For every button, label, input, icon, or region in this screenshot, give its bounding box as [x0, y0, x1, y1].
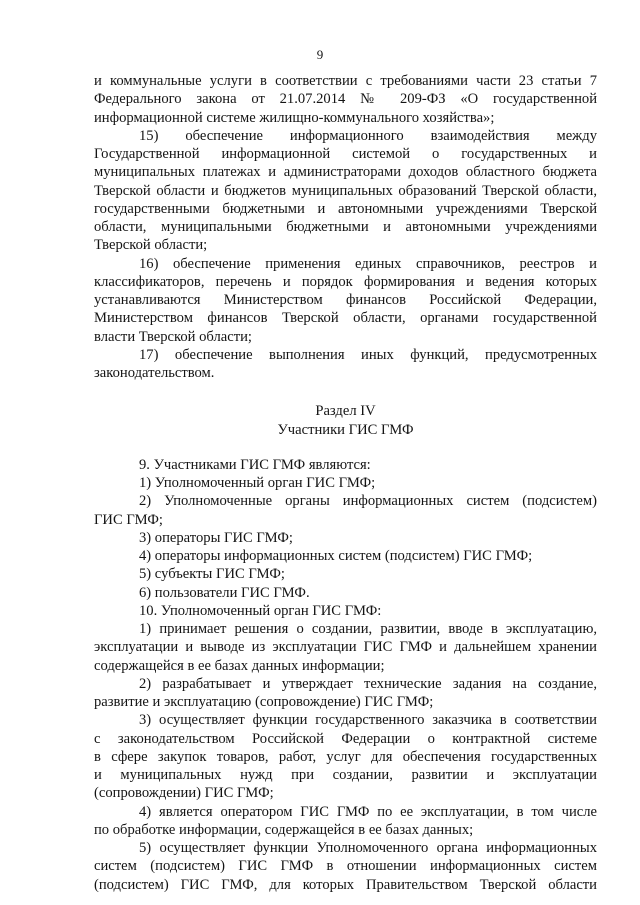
- paragraph-line: информационной системе жилищно-коммунального хозяйства»;: [94, 109, 495, 126]
- paragraph-line: 4) операторы информационных систем (подсистем) ГИС ГМФ;: [139, 548, 533, 564]
- paragraph-line: 3) осуществляет функции государственного заказчика в соответствии: [139, 712, 597, 729]
- paragraph-line: 15) обеспечение информационного взаимодействия между: [139, 127, 597, 144]
- paragraph-line: 3) операторы ГИС ГМФ;: [139, 529, 293, 546]
- section-number: Раздел IV: [315, 403, 376, 420]
- paragraph-line: Государственной информационной системой о государственных и: [94, 146, 597, 162]
- paragraph-line: муниципальных платежах и администраторами доходов областного бюджета: [94, 164, 597, 181]
- paragraph-line: 2) Уполномоченные органы информационных систем (подсистем): [139, 493, 597, 510]
- paragraph-line: систем (подсистем) ГИС ГМФ в отношении информационных систем: [94, 858, 597, 875]
- paragraph-block-top: [94, 72, 597, 382]
- paragraph-line: классификаторов, перечень и порядок формирования и ведения которых: [94, 273, 597, 290]
- paragraph-line: государственными бюджетными и автономными учреждениями Тверской: [94, 200, 597, 217]
- paragraph-line: с законодательством Российской Федерации о контрактной системе: [94, 730, 597, 747]
- paragraph-line: Тверской области и бюджетов муниципальных образований Тверской области,: [94, 182, 597, 199]
- paragraph-line: и муниципальных нужд при создании, развитии и эксплуатации: [94, 767, 597, 783]
- section-title: Участники ГИС ГМФ: [277, 421, 414, 438]
- paragraph-line: 17) обеспечение выполнения иных функций, предусмотренных: [139, 346, 597, 363]
- paragraph-line: в сфере закупок товаров, работ, услуг для обеспечения государственных: [94, 748, 597, 765]
- paragraph-line: (подсистем) ГИС ГМФ, для которых Правительством Тверской области: [94, 876, 597, 893]
- paragraph-line: (сопровождении) ГИС ГМФ;: [94, 785, 274, 802]
- paragraph-line: и коммунальные услуги в соответствии с требованиями части 23 статьи 7: [94, 73, 597, 89]
- paragraph-line: законодательством.: [94, 365, 215, 381]
- paragraph-line: 5) субъекты ГИС ГМФ;: [139, 566, 285, 583]
- paragraph-line: 2) разрабатывает и утверждает технические задания на создание,: [139, 675, 597, 692]
- document-body: [94, 72, 597, 894]
- paragraph-line: эксплуатации и выводе из эксплуатации ГИС ГМФ и дальнейшем хранении: [94, 639, 597, 656]
- paragraph-line: 1) Уполномоченный орган ГИС ГМФ;: [139, 475, 376, 491]
- paragraph-line: Министерством финансов Тверской области, органами государственной: [94, 310, 597, 327]
- paragraph-line: развитие и эксплуатацию (сопровождение) ГИС ГМФ;: [94, 694, 434, 710]
- paragraph-block-bottom: [94, 456, 597, 894]
- paragraph-line: власти Тверской области;: [94, 328, 252, 345]
- paragraph-line: ГИС ГМФ;: [94, 511, 163, 528]
- paragraph-line: 10. Уполномоченный орган ГИС ГМФ:: [139, 602, 382, 619]
- section-heading: [94, 402, 597, 439]
- paragraph-line: области, муниципальными бюджетными и автономными учреждениями: [94, 219, 597, 235]
- paragraph-line: устанавливаются Министерством финансов Российской Федерации,: [94, 292, 597, 308]
- paragraph-line: содержащейся в ее базах данных информации;: [94, 657, 385, 674]
- paragraph-line: 5) осуществляет функции Уполномоченного органа информационных: [139, 840, 597, 856]
- paragraph-line: по обработке информации, содержащейся в ее базах данных;: [94, 821, 474, 838]
- paragraph-line: 4) является оператором ГИС ГМФ по ее эксплуатации, в том числе: [139, 803, 597, 820]
- paragraph-line: 9. Участниками ГИС ГМФ являются:: [139, 456, 371, 473]
- paragraph-line: Тверской области;: [94, 237, 208, 254]
- paragraph-line: 16) обеспечение применения единых справочников, реестров и: [139, 255, 597, 272]
- paragraph-line: 6) пользователи ГИС ГМФ.: [139, 584, 310, 601]
- page-number: 9: [316, 47, 324, 62]
- paragraph-line: Федерального закона от 21.07.2014 № 209-ФЗ «О государственной: [94, 91, 597, 108]
- paragraph-line: 1) принимает решения о создании, развитии, вводе в эксплуатацию,: [139, 621, 597, 637]
